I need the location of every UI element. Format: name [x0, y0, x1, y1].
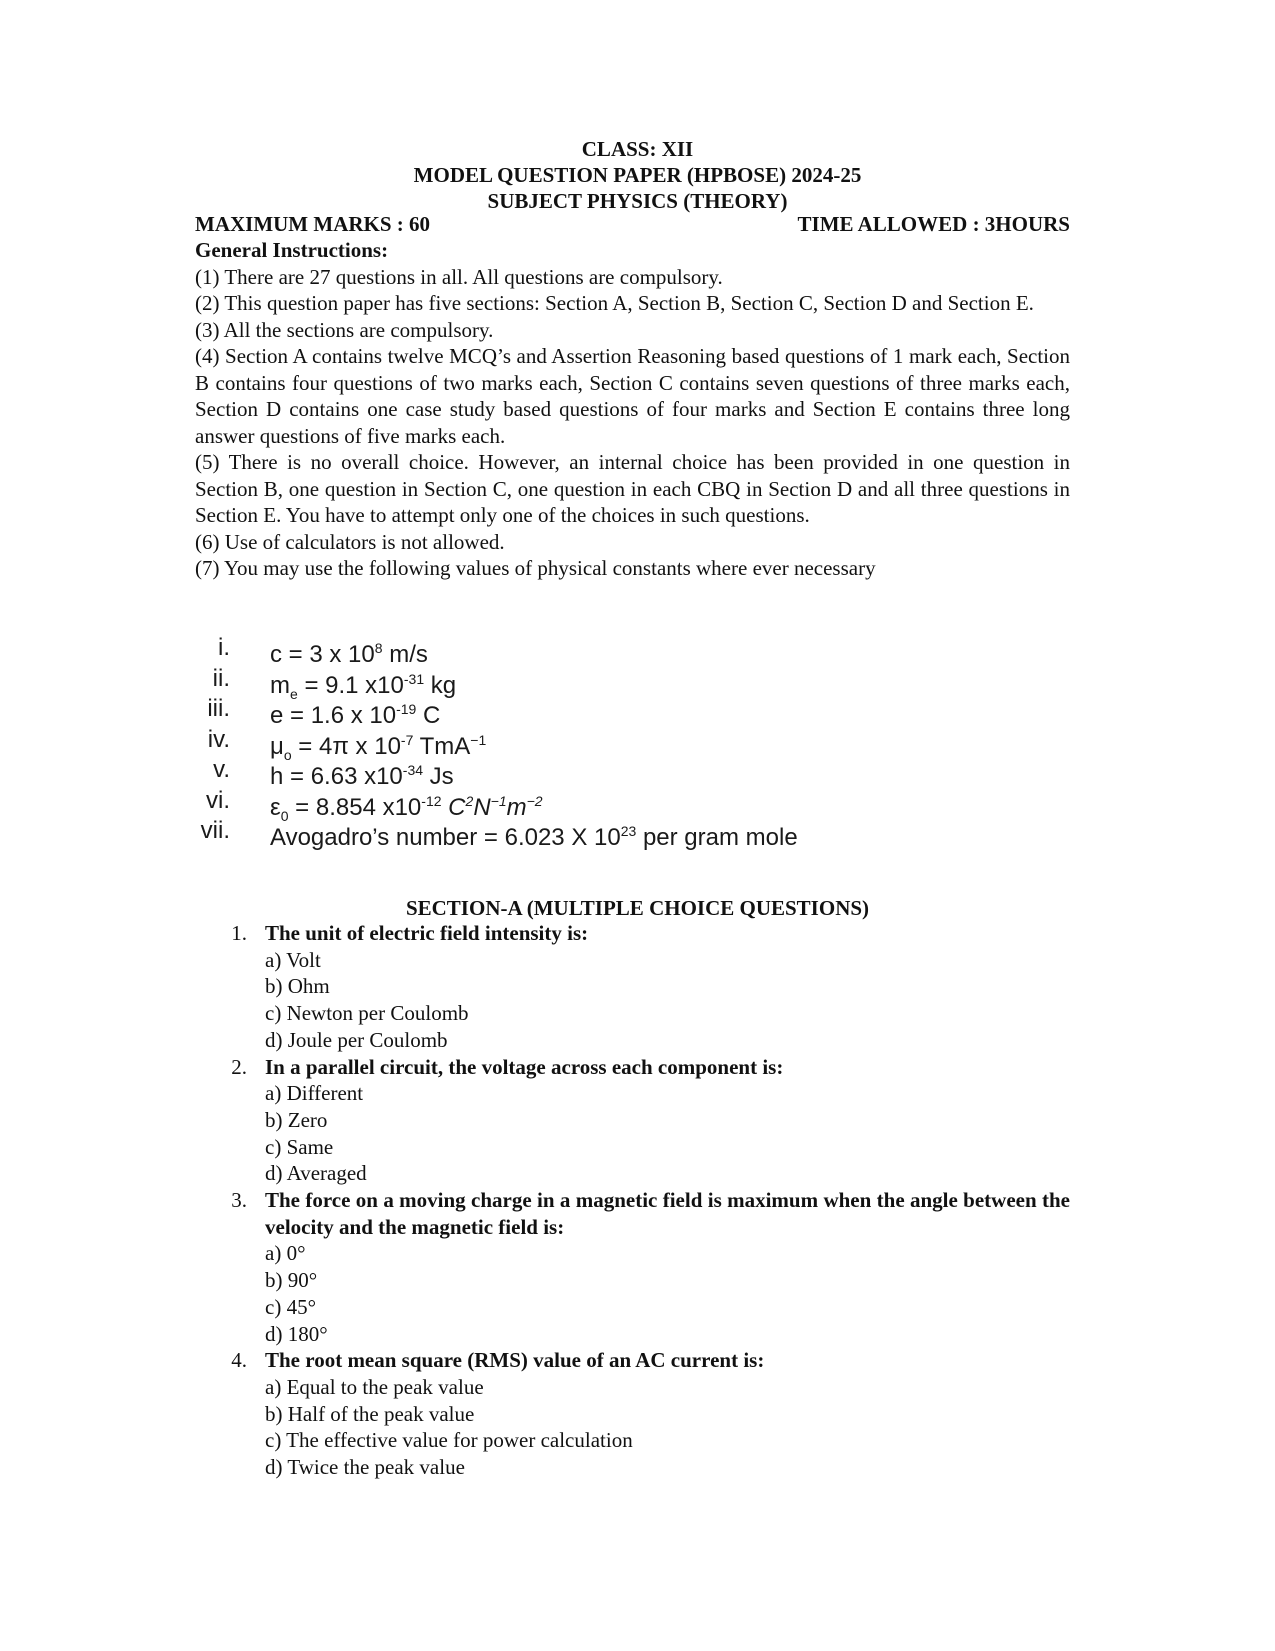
question-item: [225, 920, 1070, 1054]
constant-value: Avogadro’s number = 6.023 X $10^{23}$ per gram mole: [270, 823, 798, 851]
subject-line: SUBJECT PHYSICS (THEORY): [487, 189, 788, 213]
option: b) Ohm: [265, 974, 330, 999]
constant-value: $m_e = 9.1$ $x10^{-31}$ kg: [270, 670, 457, 702]
question-text: In a parallel circuit, the voltage across each component is:: [265, 1054, 784, 1079]
question-text: The unit of electric field intensity is:: [265, 921, 589, 945]
constant-row: [195, 725, 895, 763]
instruction-item: (2) This question paper has five sections: Section A, Section B, Section C, Section D and Section E.: [195, 291, 1034, 315]
constant-row: [195, 786, 895, 824]
option: c) The effective value for power calculation: [265, 1428, 633, 1453]
constant-row: [195, 633, 895, 668]
question-text: The force on a moving charge in a magnetic field is maximum when the angle between the velocity and the magnetic field is:: [265, 1188, 1070, 1239]
instruction-item: (1) There are 27 questions in all. All questions are compulsory.: [195, 264, 723, 289]
constant-number: ii.: [212, 664, 230, 692]
constant-value: h = 6.63 $x10^{-34}$ Js: [270, 762, 454, 790]
option: b) 90°: [265, 1268, 318, 1293]
option: d) Twice the peak value: [265, 1455, 465, 1480]
option: d) Joule per Coulomb: [265, 1027, 448, 1052]
option: c) Same: [265, 1134, 334, 1159]
question-text: The root mean square (RMS) value of an AC current is:: [265, 1348, 765, 1373]
constant-value: e = 1.6 x $10^{-19}$ C: [270, 701, 441, 729]
option: c) Newton per Coulomb: [265, 1001, 469, 1026]
constant-value: $\mu_o = 4\pi$ x $10^{-7}$ TmA$^{-1}$: [270, 731, 487, 763]
class-line: CLASS: XII: [581, 137, 694, 161]
constant-row: [195, 755, 895, 790]
constant-number: iii.: [207, 695, 230, 722]
general-instructions: [195, 237, 1070, 582]
paper-header: [0, 136, 1275, 214]
section-a-questions: [225, 920, 1070, 1481]
constant-row: [195, 664, 895, 702]
max-marks: MAXIMUM MARKS : 60: [195, 212, 431, 236]
option: b) Zero: [265, 1107, 328, 1132]
instruction-item: (4) Section A contains twelve MCQ’s and Assertion Reasoning based questions of 1 mark each, Section B contains four questions of two marks each, Section C contains seven questions of three marks each, Section D contains one case study based questions of four marks and Section E contains three long answer questions of five marks each.: [195, 344, 1070, 448]
physical-constants-list: [195, 633, 895, 851]
constant-row: [195, 816, 895, 851]
constant-value: $\varepsilon_0 = 8.854$ $x10^{-12}$ $C^2N^{-1}m^{-2}$: [270, 792, 543, 824]
question-number: 4.: [231, 1348, 247, 1373]
option: d) Averaged: [265, 1161, 367, 1186]
constant-number: vi.: [206, 786, 230, 814]
option: c) 45°: [265, 1294, 316, 1319]
instruction-item: (6) Use of calculators is not allowed.: [195, 529, 505, 554]
question-item: [225, 1347, 1070, 1481]
question-item: [225, 1054, 1070, 1188]
paper-title: MODEL QUESTION PAPER (HPBOSE) 2024-25: [413, 163, 862, 187]
constant-number: iv.: [207, 725, 230, 753]
section-a-title: SECTION-A (MULTIPLE CHOICE QUESTIONS): [405, 896, 870, 920]
option: a) Equal to the peak value: [265, 1374, 484, 1399]
constant-value: c = 3 x $10^8$ m/s: [270, 640, 428, 668]
constant-number: v.: [213, 756, 230, 783]
option: a) Volt: [265, 947, 321, 972]
time-allowed: TIME ALLOWED : 3HOURS: [797, 212, 1070, 236]
instruction-item: (3) All the sections are compulsory.: [195, 317, 494, 342]
instruction-item: (5) There is no overall choice. However, an internal choice has been provided in one question in Section B, one question in Section C, one question in each CBQ in Section D and all three questions in Section E. You have to attempt only one of the choices in such questions.: [195, 450, 1070, 527]
question-number: 3.: [231, 1188, 247, 1213]
question-item: [225, 1187, 1070, 1347]
instruction-item: (7) You may use the following values of physical constants where ever necessary: [195, 556, 876, 580]
option: a) Different: [265, 1081, 364, 1106]
constant-number: vii.: [200, 817, 230, 844]
question-number: 2.: [231, 1054, 247, 1079]
constant-row: [195, 694, 895, 729]
option: b) Half of the peak value: [265, 1401, 475, 1426]
question-number: 1.: [231, 921, 247, 945]
instructions-heading: General Instructions:: [195, 238, 389, 262]
option: d) 180°: [265, 1321, 328, 1346]
option: a) 0°: [265, 1241, 306, 1266]
constant-number: i.: [218, 634, 230, 661]
